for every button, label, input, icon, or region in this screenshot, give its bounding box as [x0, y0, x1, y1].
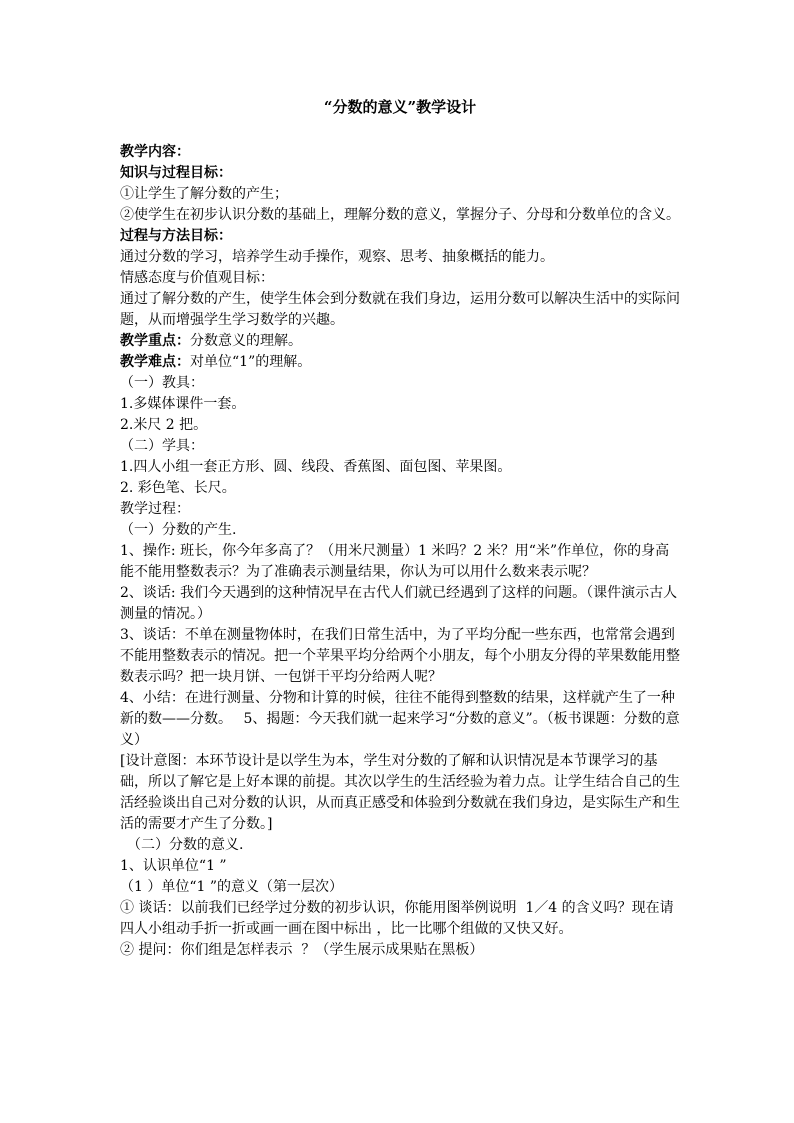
text-line: 3、谈话：不单在测量物体时，在我们日常生活中，为了平均分配一些东西，也常常会遇到不能用整数表示的情况。把一个苹果平均分给两个小朋友，每个小朋友分得的苹果数能用整数表示吗？把一块月饼、一包饼干平均分给两人呢？ — [120, 627, 680, 685]
text-line: 1、认识单位“1 ” — [120, 858, 227, 874]
text-line: ② 提问：你们组是怎样表示 ？（学生展示成果贴在黑板） — [120, 942, 484, 958]
teaching-process-section — [120, 373, 680, 961]
text-line: 4、小结：在进行测量、分物和计算的时候，往往不能得到整数的结果，这样就产生了一种新的数——分数。 5、揭题：今天我们就一起来学习“分数的意义”。（板书课题：分数的意义） — [120, 690, 680, 748]
text-line: 2. 彩色笔、长尺。 — [120, 480, 236, 496]
text-line: 1.多媒体课件一套。 — [120, 396, 246, 412]
text-line: 1.四人小组一套正方形、圆、线段、香蕉图、面包图、苹果图。 — [120, 459, 512, 475]
text-line: （二）分数的意义. — [120, 837, 244, 853]
text-line: 通过了解分数的产生，使学生体会到分数就在我们身边，运用分数可以解决生活中的实际问题，从而增强学生学习数学的兴趣。 — [120, 291, 680, 328]
text-line: 过程与方法目标： — [120, 228, 232, 244]
text-line: 知识与过程目标： — [120, 165, 232, 181]
text-line: 教学过程： — [120, 501, 190, 517]
difficulty-text: 对单位“1”的理解。 — [190, 354, 312, 370]
text-line: ① 谈话：以前我们已经学过分数的初步认识，你能用图举例说明 1／4 的含义吗？现在请四人小组动手折一折或画一画在图中标出 ，比一比哪个组做的又快又好。 — [120, 900, 674, 937]
text-line: ②使学生在初步认识分数的基础上，理解分数的意义，掌握分子、分母和分数单位的含义。 — [120, 207, 680, 223]
key-point — [120, 331, 680, 352]
text-line: ①让学生了解分数的产生； — [120, 186, 288, 202]
text-line: 1、操作: 班长，你今年多高了？（用米尺测量）1 米吗？2 米？用“米”作单位，你的身高能不能用整数表示？为了准确表示测量结果，你认为可以用什么数来表示呢？ — [120, 543, 670, 580]
difficulty-point — [120, 352, 680, 373]
objectives-section — [120, 142, 680, 331]
key-point-text: 分数意义的理解。 — [190, 333, 302, 349]
text-line: 情感态度与价值观目标： — [120, 270, 274, 286]
text-line: 2、谈话: 我们今天遇到的这种情况早在古代人们就已经遇到了这样的问题。（课件演示古人测量的情况。） — [120, 585, 678, 622]
text-line: （二）学具： — [120, 438, 204, 454]
difficulty-label: 教学难点： — [120, 354, 190, 370]
text-line: （一）分数的产生. — [120, 522, 237, 538]
text-line: [设计意图：本环节设计是以学生为本，学生对分数的了解和认识情况是本节课学习的基础，所以了解它是上好本课的前提。其次以学生的生活经验为着力点。让学生结合自己的生活经验谈出自己对分数的认识，从而真正感受和体验到分数就在我们身边，是实际生产和生活的需要才产生了分数。] — [120, 753, 680, 832]
key-point-label: 教学重点： — [120, 333, 190, 349]
document-title: “分数的意义”教学设计 — [323, 98, 477, 116]
text-line: 通过分数的学习，培养学生动手操作，观察、思考、抽象概括的能力。 — [120, 249, 554, 265]
text-line: （一）教具： — [120, 375, 204, 391]
document-page — [120, 96, 680, 961]
text-line: 2.米尺 2 把。 — [120, 417, 208, 433]
text-line: 教学内容： — [120, 144, 190, 160]
text-line: （1 ）单位“1 ”的意义（第一层次） — [120, 879, 344, 895]
